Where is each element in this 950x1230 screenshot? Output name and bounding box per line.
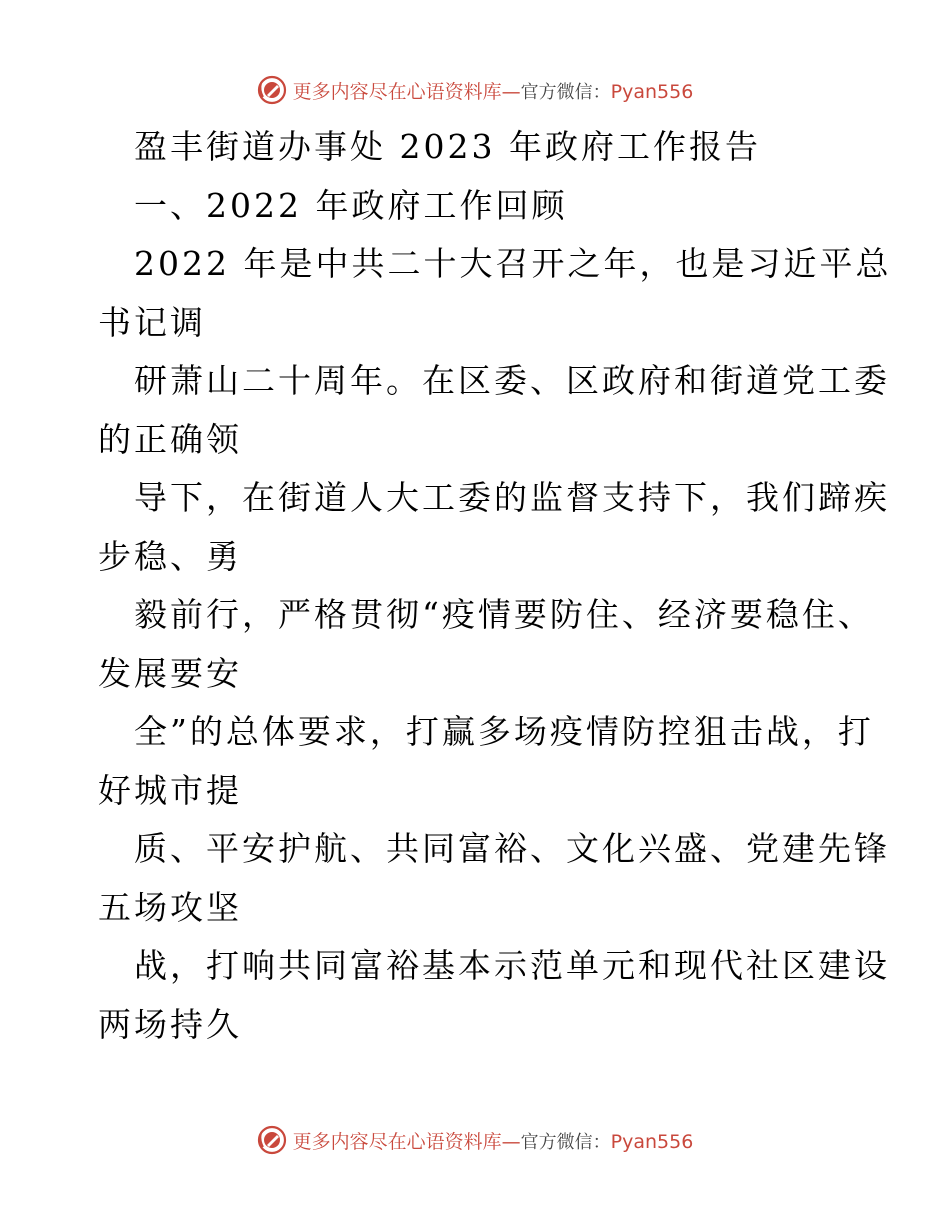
pen-nib-logo-icon — [257, 75, 287, 105]
banner-dash: — — [501, 80, 521, 103]
paragraph-line: 毅前行，严格贯彻“疫情要防住、经济要稳住、 — [134, 595, 874, 634]
banner-text — [293, 77, 694, 104]
paragraph-line: 战，打响共同富裕基本示范单元和现代社区建设 — [134, 946, 890, 985]
paragraph-line: 五场攻坚 — [98, 887, 242, 927]
paragraph-line: 书记调 — [98, 302, 206, 342]
banner-wechat-id: Pyan556 — [610, 80, 694, 103]
footer-watermark-banner — [0, 1120, 950, 1160]
paragraph-line: 两场持久 — [98, 1004, 242, 1044]
banner-text — [293, 1127, 694, 1154]
banner-promo-text: 更多内容尽在心语资料库 — [292, 1130, 502, 1153]
header-watermark-banner — [0, 70, 950, 110]
document-body — [98, 118, 892, 1054]
banner-promo-text: 更多内容尽在心语资料库 — [292, 80, 502, 103]
banner-dash: — — [501, 1130, 521, 1153]
paragraph-line: 研萧山二十周年。在区委、区政府和街道党工委 — [134, 361, 890, 400]
pen-nib-logo-icon — [257, 1125, 287, 1155]
paragraph-line: 的正确领 — [98, 419, 242, 459]
paragraph-line: 步稳、勇 — [98, 536, 242, 576]
paragraph-line: 导下，在街道人大工委的监督支持下，我们蹄疾 — [134, 478, 890, 517]
paragraph-line: 发展要安 — [98, 653, 242, 693]
paragraph-line: 全”的总体要求，打赢多场疫情防控狙击战，打 — [134, 712, 874, 751]
paragraph-line: 2022 年是中共二十大召开之年，也是习近平总 — [134, 244, 892, 283]
paragraph-line: 好城市提 — [98, 770, 242, 810]
banner-wechat-id: Pyan556 — [610, 1130, 694, 1153]
section-heading: 一、2022 年政府工作回顾 — [134, 185, 568, 225]
banner-wechat-label: 官方微信： — [520, 81, 611, 103]
document-title: 盈丰街道办事处 2023 年政府工作报告 — [134, 127, 761, 166]
paragraph-line: 质、平安护航、共同富裕、文化兴盛、党建先锋 — [134, 829, 890, 868]
banner-wechat-label: 官方微信： — [520, 1131, 611, 1153]
